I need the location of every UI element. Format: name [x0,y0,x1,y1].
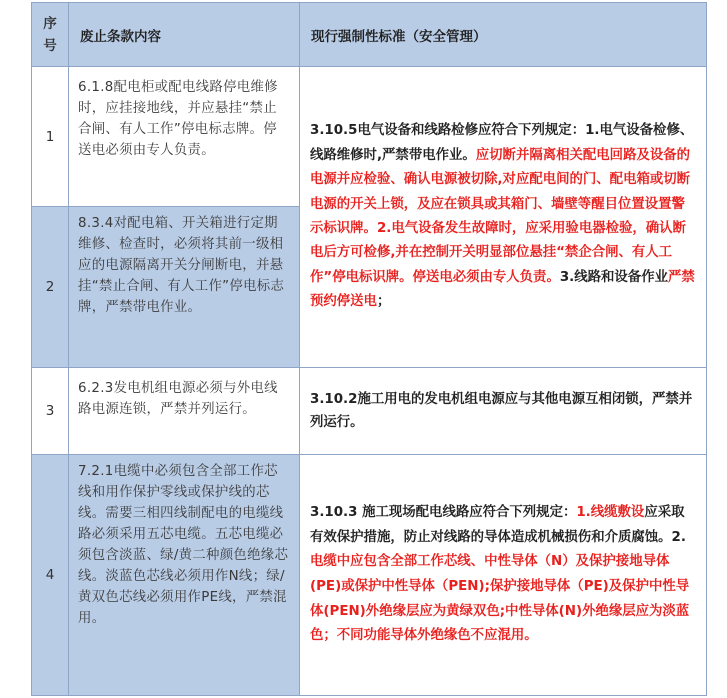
row-number: 2 [45,279,55,295]
row-2-no [31,206,69,368]
standard-text: 3.10.5电气设备和线路检修应符合下列规定：1.电气设备检修、线路维修时,严禁带电作业。 [310,123,694,163]
standard-3-10-2 [299,367,707,455]
header-standard-label: 现行强制性标准（安全管理） [311,28,487,45]
standard-text: 3.10.2施工用电的发电机组电源应与其他电源互相闭锁，严禁并列运行。 [310,392,693,430]
row-4-removed [68,454,300,696]
standard-text: ； [376,294,391,310]
standard-3-10-5-text [310,119,696,314]
standard-highlight: 应切断并隔离相关配电回路及设备的电源并应检验、确认电源被切除,对应配电间的门、配电箱或切断电源的开关上锁，及应在锁具或其箱门、墙壁等醒目位置设置警示标识牌。 [310,147,691,236]
row-1-no [31,66,69,207]
standard-highlight: 1.线缆敷设 [576,505,645,521]
standard-text: 应采取有效保护措施，防止对线路的导体造成机械损伤和介质腐蚀。 [310,505,685,545]
removed-clause-text: 7.2.1电缆中必须包含全部工作芯线和用作保护零线或保护线的芯线。需要三相四线制配电的电缆线路必须采用五芯电缆。五芯电缆必须包含淡蓝、绿/黄二种颜色绝缘芯线。淡蓝色芯线必须用作N线；绿/黄双色芯线必须用作PE线，严禁混用。 [78,464,289,626]
row-number: 1 [45,128,55,145]
row-number: 4 [45,567,55,583]
removed-clause-text: 6.1.8配电柜或配电线路停电维修时，应挂接地线，并应悬挂“禁止合闸、有人工作”停电标志牌。停送电必须由专人负责。 [78,80,278,158]
row-number: 3 [45,403,55,419]
standard-text: 2. [671,529,686,545]
row-1-removed [68,66,300,207]
standard-highlight: 严禁预约停送电 [310,269,695,310]
removed-clause-text: 6.2.3发电机组电源必须与外电线路电源连锁，严禁并列运行。 [78,381,278,417]
header-no-line2: 号 [43,37,57,54]
header-removed-clause [68,2,300,67]
header-no [31,2,69,67]
row-3-removed [68,367,300,455]
regulation-table [31,2,707,696]
standard-text: 3.线路和设备作业 [559,269,668,285]
row-4-no [31,454,69,696]
standard-highlight: 电缆中应包含全部工作芯线、中性导体（N）及保护接地导体(PE)或保护中性导体（PEN);保护接地导体（PE)及保护中性导体(PEN)外绝缘层应为黄绿双色;中性导体(N)外绝缘层应为淡蓝色；不同功能导体外绝缘色不应混用。 [310,554,690,644]
row-2-removed [68,206,300,368]
header-no-line1: 序 [43,15,57,32]
header-removed-label: 废止条款内容 [80,28,161,45]
standard-3-10-3 [299,454,707,696]
standard-text: 3.10.3 施工现场配电线路应符合下列规定： [310,505,577,521]
row-3-no [31,367,69,455]
header-current-standard [299,2,707,67]
standard-3-10-3-text [310,501,696,649]
removed-clause-text: 8.3.4对配电箱、开关箱进行定期维修、检查时，必须将其前一级相应的电源隔离开关分闸断电，并悬挂“禁止合闸、有人工作”停电标志牌，严禁带电作业。 [78,216,285,315]
standard-highlight: 2.电气设备发生故障时，应采用验电器检验，确认断电后方可检修,并在控制开关明显部位悬挂“禁企合闸、有人工作”停电标识牌。停送电必须由专人负责。 [310,221,686,285]
standard-3-10-5 [299,66,707,368]
